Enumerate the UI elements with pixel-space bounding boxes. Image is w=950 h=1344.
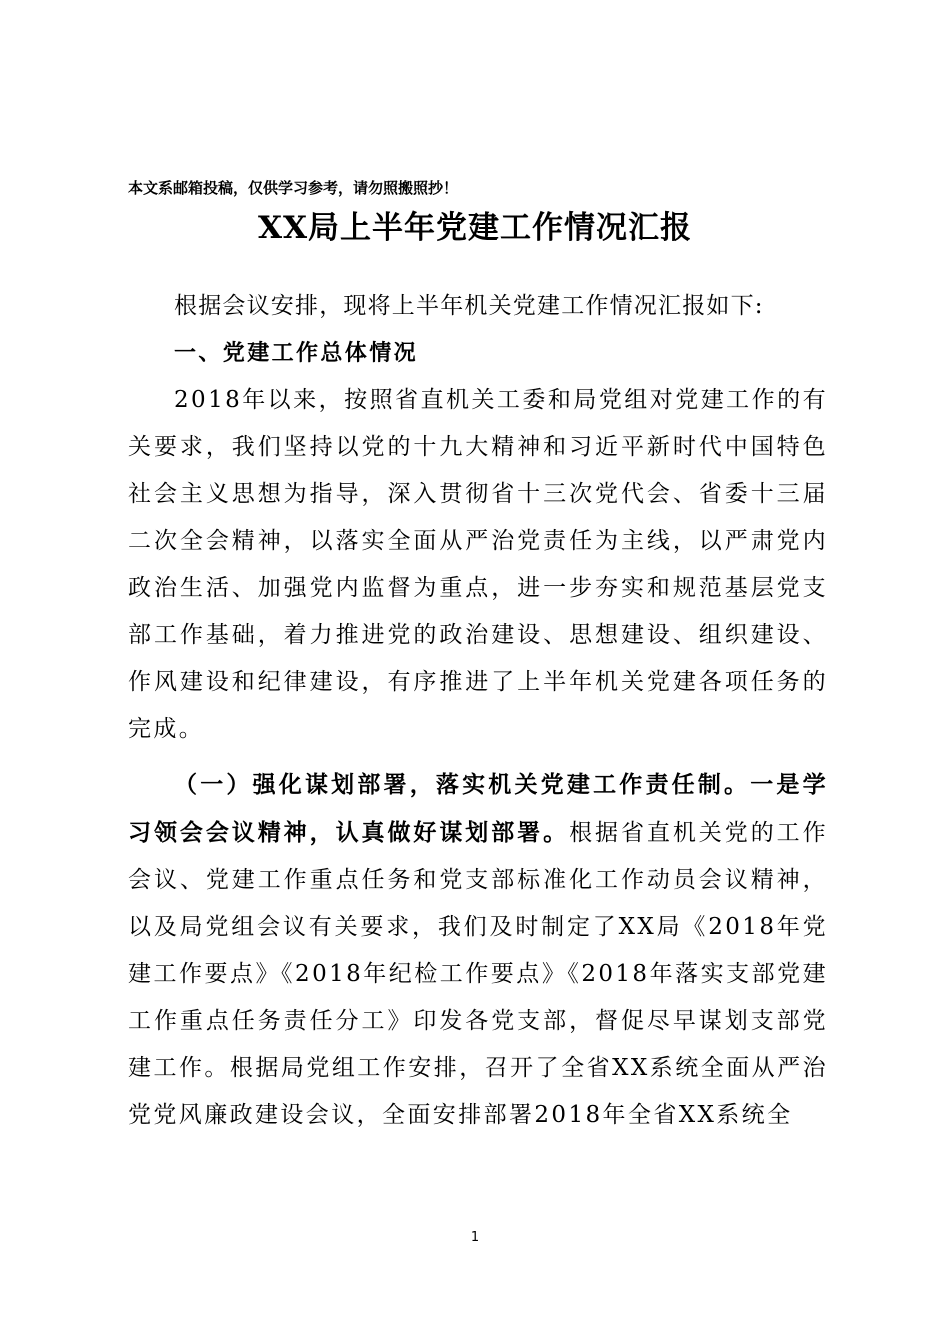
paragraph-planning-bold: （一）强化谋划部署，落实机关党建工作责任制。一是学习领会会议精神，认真做好谋划部署。 bbox=[128, 771, 828, 846]
section-heading: 一、党建工作总体情况 bbox=[174, 341, 419, 366]
paragraph-overview: 2018年以来，按照省直机关工委和局党组对党建工作的有关要求，我们坚持以党的十九大精神和习近平新时代中国特色社会主义思想为指导，深入贯彻省十三次党代会、省委十三届二次全会精神，以落实全面从严治党责任为主线，以严肃党内政治生活、加强党内监督为重点，进一步夯实和规范基层党支部工作基础，着力推进党的政治建设、思想建设、组织建设、作风建设和纪律建设，有序推进了上半年机关党建各项任务的完成。 bbox=[128, 387, 828, 742]
page-number: 1 bbox=[470, 1230, 480, 1245]
document-body bbox=[128, 283, 828, 1139]
paragraph-planning-text: 根据省直机关党的工作会议、党建工作重点任务和党支部标准化工作动员会议精神，以及局党组会议有关要求，我们及时制定了XX局《2018年党建工作要点》《2018年纪检工作要点》《2018年落实支部党建工作重点任务责任分工》印发各党支部，督促尽早谋划支部党建工作。根据局党组工作安排，召开了全省XX系统全面从严治党党风廉政建设会议，全面安排部署2018年全省XX系统全 bbox=[128, 820, 828, 1128]
paragraph-spacer bbox=[128, 753, 828, 761]
intro-paragraph: 根据会议安排，现将上半年机关党建工作情况汇报如下: bbox=[174, 293, 764, 319]
document-title: XX局上半年党建工作情况汇报 bbox=[257, 210, 693, 246]
notice-line: 本文系邮箱投稿，仅供学习参考，请勿照搬照抄！ bbox=[128, 179, 459, 197]
paragraph-planning bbox=[128, 761, 828, 1139]
